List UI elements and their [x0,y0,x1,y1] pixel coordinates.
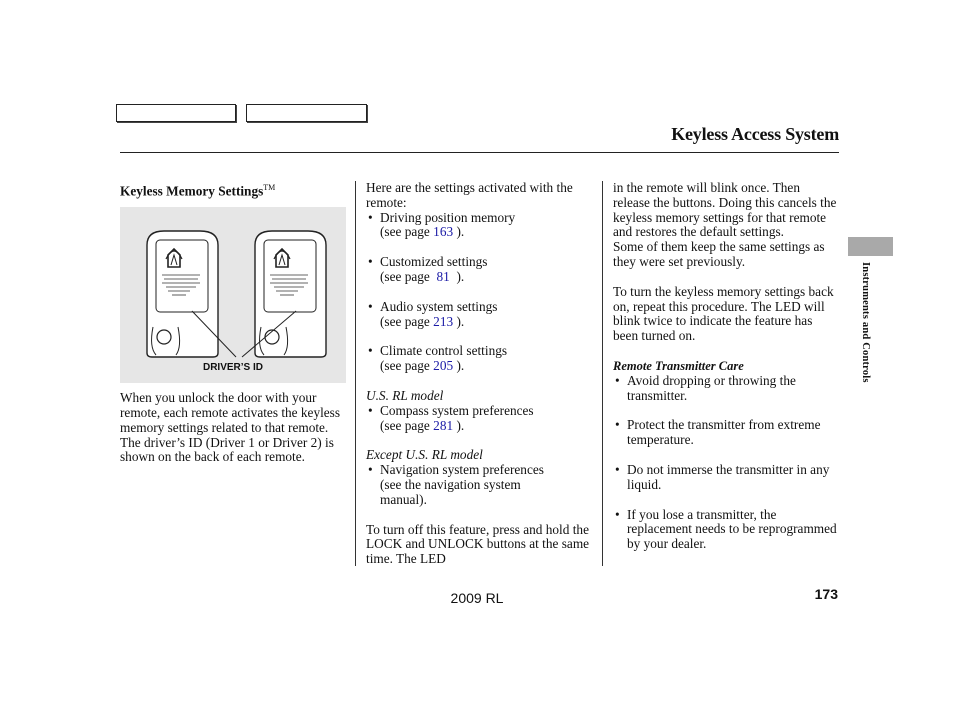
list-item [366,344,594,374]
list-item-label: Audio system settings [380,298,498,314]
bullet-icon: • [368,462,373,478]
except-model-label: Except U.S. RL model [366,447,483,463]
page-number: 173 [814,586,838,602]
column-divider-1 [355,181,356,566]
page-link[interactable]: 163 [433,224,454,240]
list-item [613,463,839,493]
bullet-icon: • [368,298,373,314]
list-item [366,211,594,241]
list-item [613,374,839,404]
nav-box-2[interactable] [246,104,367,122]
see-page-text: (see page [380,417,430,433]
figure-caption: DRIVER’S ID [202,362,263,374]
title-rule [120,152,839,153]
list-item-label-line2: (see the navigation system [380,476,521,492]
see-page-close: ). [456,313,465,329]
list-item-label: Customized settings [380,254,488,270]
care-heading: Remote Transmitter Care [613,358,744,373]
care-item-text: Avoid dropping or throwing the transmitter. [627,372,796,403]
bullet-icon: • [615,506,620,522]
us-model-label: U.S. RL model [366,387,444,403]
see-page-text: (see page [380,358,430,374]
section-heading [120,181,346,199]
see-page-close: ). [456,268,465,284]
remote-illustration [120,207,346,383]
remote-fob-left [147,231,218,357]
care-item-text: Do not immerse the transmitter in any liquid. [627,461,830,492]
page-link[interactable]: 81 [436,268,450,284]
list-item [366,463,594,507]
remote-fob-right [255,231,326,357]
turn-off-paragraph: To turn off this feature, press and hold the LOCK and UNLOCK buttons at the same time. The LED [366,521,590,567]
list-item [366,300,594,330]
see-page-text: (see page [380,268,430,284]
bullet-icon: • [615,461,620,477]
column-2 [366,181,594,567]
list-item-label-line3: manual). [380,491,427,507]
section-tab-label: Instruments and Controls [860,262,871,383]
bullet-icon: • [368,343,373,359]
bullet-icon: • [615,417,620,433]
list-item-label: Climate control settings [380,343,508,359]
see-page-close: ). [456,224,465,240]
trademark-mark: TM [263,183,276,192]
section-heading-text: Keyless Memory Settings [120,183,264,199]
see-page-text: (see page [380,313,430,329]
settings-intro: Here are the settings activated with the remote: [366,180,573,210]
list-item-label: Driving position memory [380,209,516,225]
model-footer: 2009 RL [450,590,504,606]
nav-box-1[interactable] [116,104,236,122]
continued-paragraph: in the remote will blink once. Then release the buttons. Doing this cancels the keyless memory settings for that remote and restores the default settings. [613,180,837,240]
bullet-icon: • [368,209,373,225]
care-item-text: If you lose a transmitter, the replacement needs to be reprogrammed by your dealer. [627,506,837,552]
list-item-label: Navigation system preferences [380,462,544,478]
remote-paragraph: When you unlock the door with your remote, each remote activates the keyless memory settings related to that remote. The driver’s ID (Driver 1 or Driver 2) is shown on the back of each remote. [120,390,341,465]
bullet-icon: • [368,402,373,418]
bullet-icon: • [615,372,620,388]
care-item-text: Protect the transmitter from extreme temperature. [627,417,821,448]
see-page-close: ). [456,417,465,433]
turn-on-paragraph: To turn the keyless memory settings back on, repeat this procedure. The LED will blink twice to indicate the feature has been turned on. [613,283,834,344]
list-item-label: Compass system preferences [380,402,534,418]
remotes-drawing [120,207,346,383]
list-item [613,418,839,448]
section-tab [848,237,893,256]
list-item [366,404,594,434]
page-link[interactable]: 213 [433,313,454,329]
list-item [366,255,594,285]
page-title: Keyless Access System [671,124,839,144]
column-1 [120,181,346,465]
bullet-icon: • [368,254,373,270]
column-divider-2 [602,181,603,566]
note-paragraph: Some of them keep the same settings as they were set previously. [613,239,825,269]
see-page-text: (see page [380,224,430,240]
list-item [613,508,839,552]
page-link[interactable]: 281 [433,417,454,433]
page-link[interactable]: 205 [433,358,454,374]
column-3 [613,181,839,552]
see-page-close: ). [456,358,465,374]
